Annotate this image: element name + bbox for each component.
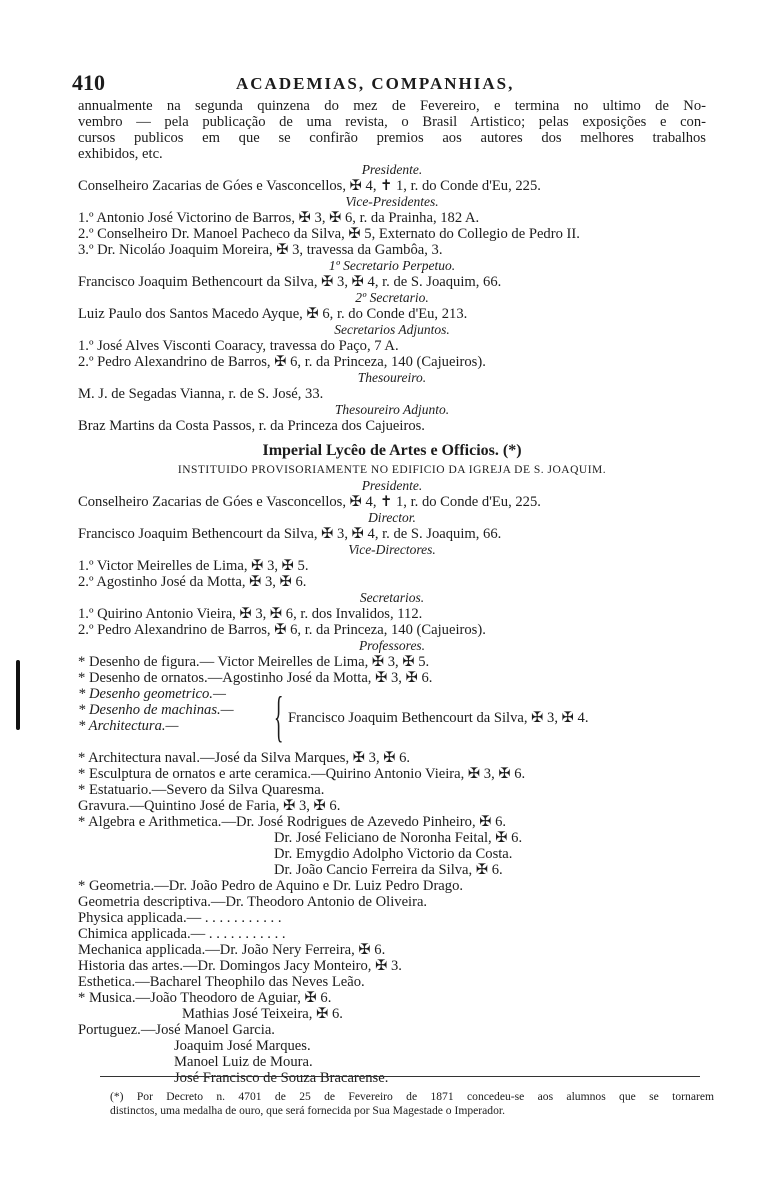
subject-line: * Desenho geometrico.— xyxy=(78,686,226,702)
lyceu-subtitle: INSTITUIDO PROVISORIAMENTE NO EDIFICIO DA IGREJA DE S. JOAQUIM. xyxy=(177,464,607,476)
bracket-teacher: Francisco Joaquim Bethencourt da Silva, ✠ 3, ✠ 4. xyxy=(288,710,589,726)
entry-line: 2.º Pedro Alexandrino de Barros, ✠ 6, r. da Princeza, 140 (Cajueiros). xyxy=(78,622,486,638)
entry-line: 3.º Dr. Nicoláo Joaquim Moreira, ✠ 3, travessa da Gambôa, 3. xyxy=(78,242,443,258)
entry-line: 2.º Agostinho José da Motta, ✠ 3, ✠ 6. xyxy=(78,574,307,590)
entry-line: Francisco Joaquim Bethencourt da Silva, ✠ 3, ✠ 4, r. de S. Joaquim, 66. xyxy=(78,526,502,542)
text-column xyxy=(78,98,706,1086)
entry-line: Luiz Paulo dos Santos Macedo Ayque, ✠ 6, r. do Conde d'Eu, 213. xyxy=(78,306,468,322)
professor-line: * Desenho de ornatos.—Agostinho José da Motta, ✠ 3, ✠ 6. xyxy=(78,670,433,686)
section-heading: Vice-Presidentes. xyxy=(345,194,439,209)
professor-line: Historia das artes.—Dr. Domingos Jacy Monteiro, ✠ 3. xyxy=(78,958,402,974)
section-heading: Vice-Directores. xyxy=(348,542,436,557)
entry-line: Conselheiro Zacarias de Góes e Vasconcellos, ✠ 4, ✝ 1, r. do Conde d'Eu, 225. xyxy=(78,494,541,510)
professor-line: Geometria descriptiva.—Dr. Theodoro Antonio de Oliveira. xyxy=(78,894,428,910)
entry-line: 2.º Pedro Alexandrino de Barros, ✠ 6, r. da Princeza, 140 (Cajueiros). xyxy=(78,354,486,370)
footnote-rule xyxy=(100,1076,700,1077)
professor-continuation: Dr. Emygdio Adolpho Victorio da Costa. xyxy=(274,846,513,862)
intro-line: cursos publicos em que se confirão premios aos autores dos melhores trabalhos xyxy=(78,130,706,146)
professor-continuation: Joaquim José Marques. xyxy=(174,1038,311,1054)
professor-continuation: Mathias José Teixeira, ✠ 6. xyxy=(182,1006,343,1022)
professor-line: * Architectura naval.—José da Silva Marques, ✠ 3, ✠ 6. xyxy=(78,750,411,766)
page-number: 410 xyxy=(72,70,105,95)
bracket-group xyxy=(78,686,706,750)
entry-line: Conselheiro Zacarias de Góes e Vasconcellos, ✠ 4, ✝ 1, r. do Conde d'Eu, 225. xyxy=(78,178,541,194)
entry-line: M. J. de Segadas Vianna, r. de S. José, 33. xyxy=(78,386,324,402)
professor-line: Physica applicada.— . . . . . . . . . . . xyxy=(78,910,282,926)
entry-line: 1.º Quirino Antonio Vieira, ✠ 3, ✠ 6, r. dos Invalidos, 112. xyxy=(78,606,423,622)
section-heading: Presidente. xyxy=(361,162,423,177)
entry-line: Francisco Joaquim Bethencourt da Silva, ✠ 3, ✠ 4, r. de S. Joaquim, 66. xyxy=(78,274,502,290)
professor-line: Mechanica applicada.—Dr. João Nery Ferreira, ✠ 6. xyxy=(78,942,386,958)
intro-line: vembro — pela publicação de uma revista, o Brasil Artistico; pelas exposições e con- xyxy=(78,114,706,130)
intro-line: exhibidos, etc. xyxy=(78,146,163,162)
entry-line: 1.º Victor Meirelles de Lima, ✠ 3, ✠ 5. xyxy=(78,558,309,574)
entry-line: 1.º Antonio José Victorino de Barros, ✠ 3, ✠ 6, r. da Prainha, 182 A. xyxy=(78,210,480,226)
section-heading: Thesoureiro. xyxy=(357,370,427,385)
margin-mark xyxy=(16,660,20,730)
professor-line: * Musica.—João Theodoro de Aguiar, ✠ 6. xyxy=(78,990,332,1006)
intro-line: annualmente na segunda quinzena do mez de Fevereiro, e termina no ultimo de No- xyxy=(78,98,706,114)
footnote xyxy=(110,1090,714,1118)
subject-line: * Desenho de machinas.— xyxy=(78,702,234,718)
section-heading: Thesoureiro Adjunto. xyxy=(334,402,450,417)
professor-line: * Desenho de figura.— Victor Meirelles de Lima, ✠ 3, ✠ 5. xyxy=(78,654,430,670)
footnote-line: distinctos, uma medalha de ouro, que será fornecida por Sua Magestade o Imperador. xyxy=(110,1104,506,1117)
professor-continuation: Manoel Luiz de Moura. xyxy=(174,1054,313,1070)
professor-line: Esthetica.—Bacharel Theophilo das Neves Leão. xyxy=(78,974,365,990)
entry-line: 1.º José Alves Visconti Coaracy, travessa do Paço, 7 A. xyxy=(78,338,399,354)
professor-line: * Estatuario.—Severo da Silva Quaresma. xyxy=(78,782,325,798)
section-heading: 2º Secretario. xyxy=(355,290,429,305)
section-heading: Presidente. xyxy=(361,478,423,493)
professor-continuation: José Francisco de Souza Bracarense. xyxy=(174,1070,389,1086)
section-heading: Secretarios. xyxy=(359,590,425,605)
page-header xyxy=(72,70,692,100)
bracket-subjects xyxy=(78,686,278,734)
professor-line: * Geometria.—Dr. João Pedro de Aquino e Dr. Luiz Pedro Drago. xyxy=(78,878,464,894)
professor-line: * Esculptura de ornatos e arte ceramica.—Quirino Antonio Vieira, ✠ 3, ✠ 6. xyxy=(78,766,526,782)
curly-brace: { xyxy=(274,686,284,748)
section-heading: Professores. xyxy=(358,638,426,653)
section-heading: Director. xyxy=(368,510,416,525)
entry-line: Braz Martins da Costa Passos, r. da Princeza dos Cajueiros. xyxy=(78,418,425,434)
entry-line: 2.º Conselheiro Dr. Manoel Pacheco da Silva, ✠ 5, Externato do Collegio de Pedro II. xyxy=(78,226,580,242)
footnote-line: (*) Por Decreto n. 4701 de 25 de Fevereiro de 1871 concedeu-se aos alumnos que se tornarem xyxy=(110,1090,714,1103)
section-heading: Secretarios Adjuntos. xyxy=(334,322,450,337)
professor-line: Gravura.—Quintino José de Faria, ✠ 3, ✠ 6. xyxy=(78,798,341,814)
professor-line: Portuguez.—José Manoel Garcia. xyxy=(78,1022,275,1038)
lyceu-title: Imperial Lycêo de Artes e Officios. (*) xyxy=(262,442,522,459)
section-heading: 1º Secretario Perpetuo. xyxy=(328,258,456,273)
professor-continuation: Dr. João Cancio Ferreira da Silva, ✠ 6. xyxy=(274,862,503,878)
professor-line: * Algebra e Arithmetica.—Dr. José Rodrigues de Azevedo Pinheiro, ✠ 6. xyxy=(78,814,507,830)
professor-line: Chimica applicada.— . . . . . . . . . . . xyxy=(78,926,286,942)
subject-line: * Architectura.— xyxy=(78,718,179,734)
professor-continuation: Dr. José Feliciano de Noronha Feital, ✠ 6. xyxy=(274,830,523,846)
running-title: ACADEMIAS, COMPANHIAS, xyxy=(236,74,515,93)
